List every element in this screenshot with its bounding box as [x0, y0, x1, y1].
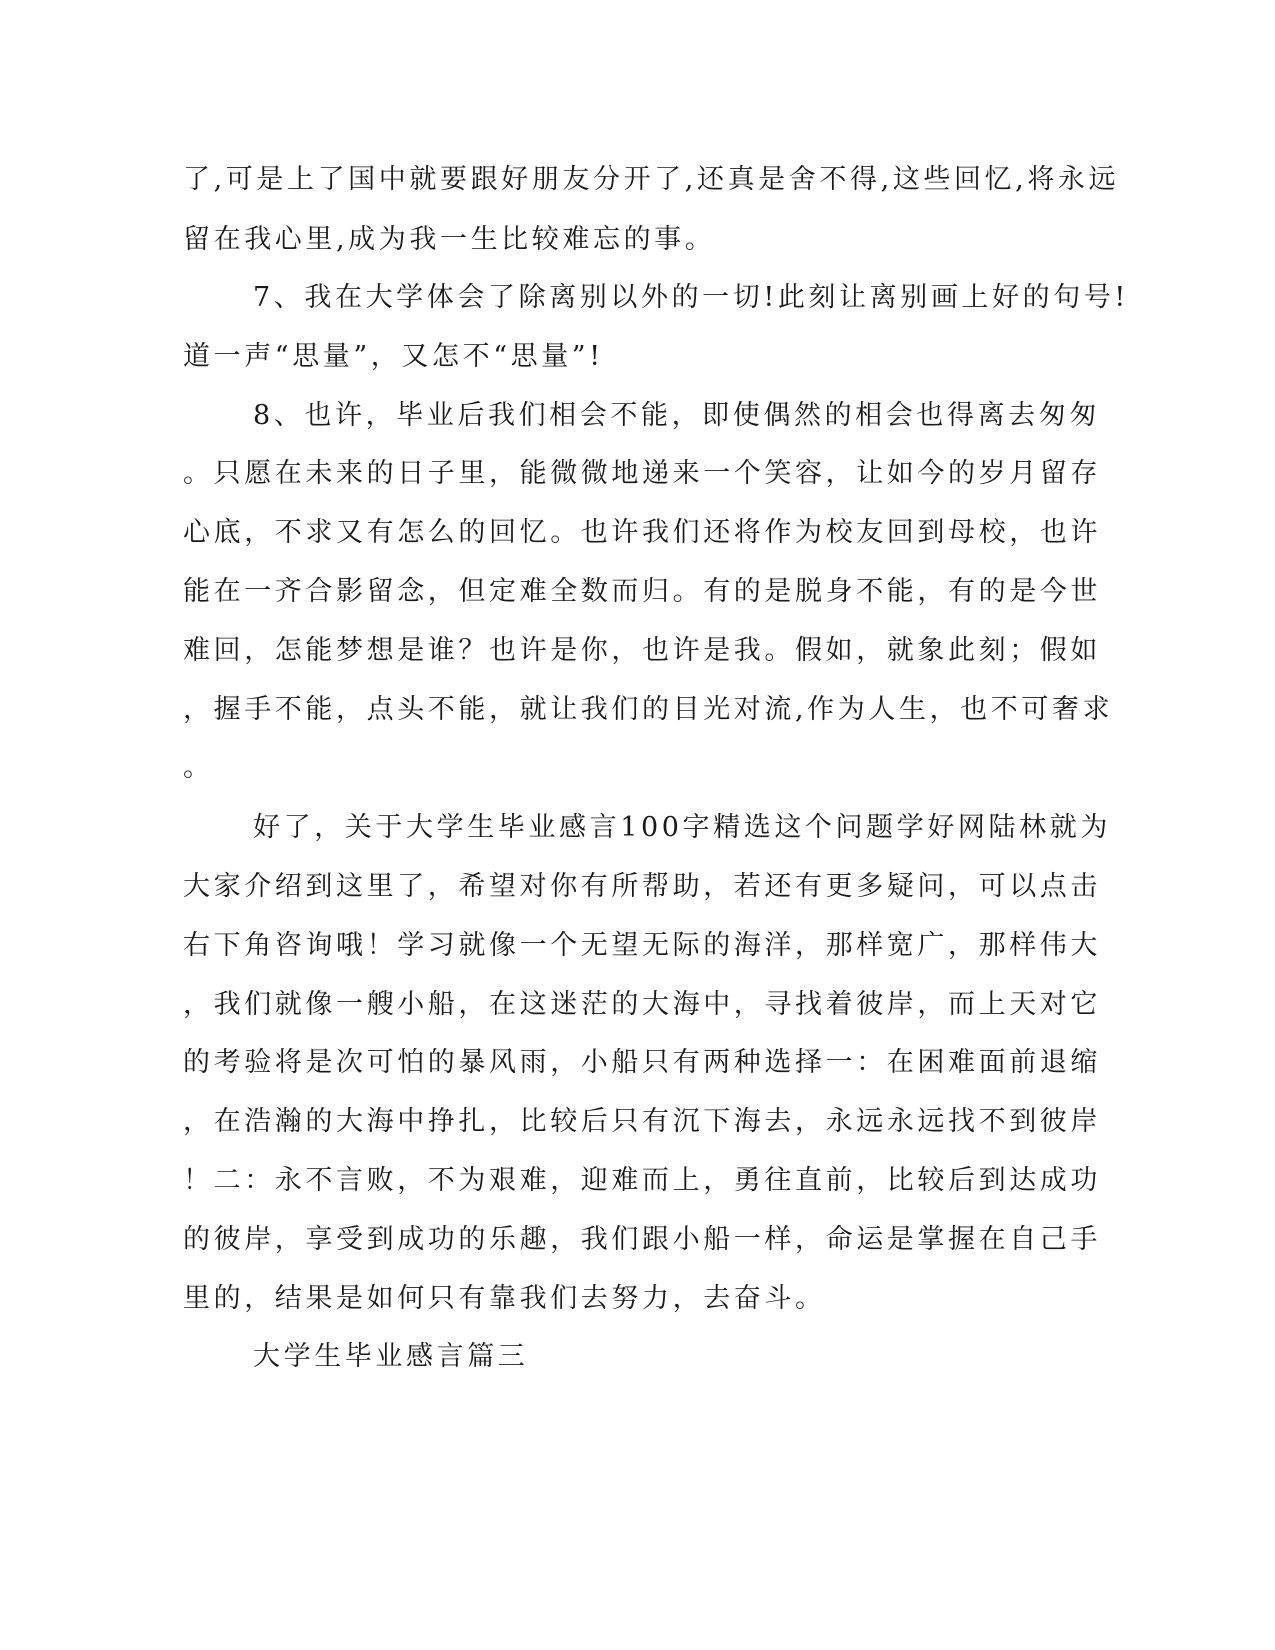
paragraph-7-line: 7、我在大学体会了除离别以外的一切!此刻让离别画上好的句号!	[253, 282, 1129, 313]
text-line: ，握手不能，点头不能，就让我们的目光对流,作为人生，也不可奢求	[183, 694, 1114, 725]
section-heading: 大学生毕业感言篇三	[253, 1341, 529, 1372]
text-line: 大家介绍到这里了，希望对你有所帮助，若还有更多疑问，可以点击	[183, 871, 1101, 902]
text-line: 右下角咨询哦！学习就像一个无望无际的海洋，那样宽广，那样伟大	[183, 930, 1101, 961]
text-line: 。	[183, 752, 214, 783]
text-line: 心底，不求又有怎么的回忆。也许我们还将作为校友回到母校，也许	[183, 517, 1101, 548]
text-line: 了,可是上了国中就要跟好朋友分开了,还真是舍不得,这些回忆,将永远	[183, 164, 1120, 195]
text-line: 道一声“思量”，又怎不“思量”!	[183, 341, 604, 372]
text-line: 的考验将是次可怕的暴风雨，小船只有两种选择一：在困难面前退缩	[183, 1047, 1101, 1078]
text-line: ，我们就像一艘小船，在这迷茫的大海中，寻找着彼岸，而上天对它	[183, 989, 1101, 1020]
text-line: ，在浩瀚的大海中挣扎，比较后只有沉下海去，永远永远找不到彼岸	[183, 1106, 1101, 1137]
text-line: 难回，怎能梦想是谁？也许是你，也许是我。假如，就象此刻；假如	[183, 635, 1101, 666]
paragraph-8-line: 8、也许，毕业后我们相会不能，即使偶然的相会也得离去匆匆	[253, 400, 1100, 431]
text-line: 能在一齐合影留念，但定难全数而归。有的是脱身不能，有的是今世	[183, 576, 1101, 607]
text-line: 。只愿在未来的日子里，能微微地递来一个笑容，让如今的岁月留存	[183, 458, 1101, 489]
closing-paragraph-line: 好了，关于大学生毕业感言100字精选这个问题学好网陆林就为	[253, 812, 1111, 843]
text-line: ！二：永不言败，不为艰难，迎难而上，勇往直前，比较后到达成功	[183, 1165, 1101, 1196]
text-line: 的彼岸，享受到成功的乐趣，我们跟小船一样，命运是掌握在自己手	[183, 1224, 1101, 1255]
text-line: 里的，结果是如何只有靠我们去努力，去奋斗。	[183, 1283, 826, 1314]
text-line: 留在我心里,成为我一生比较难忘的事。	[183, 224, 716, 255]
